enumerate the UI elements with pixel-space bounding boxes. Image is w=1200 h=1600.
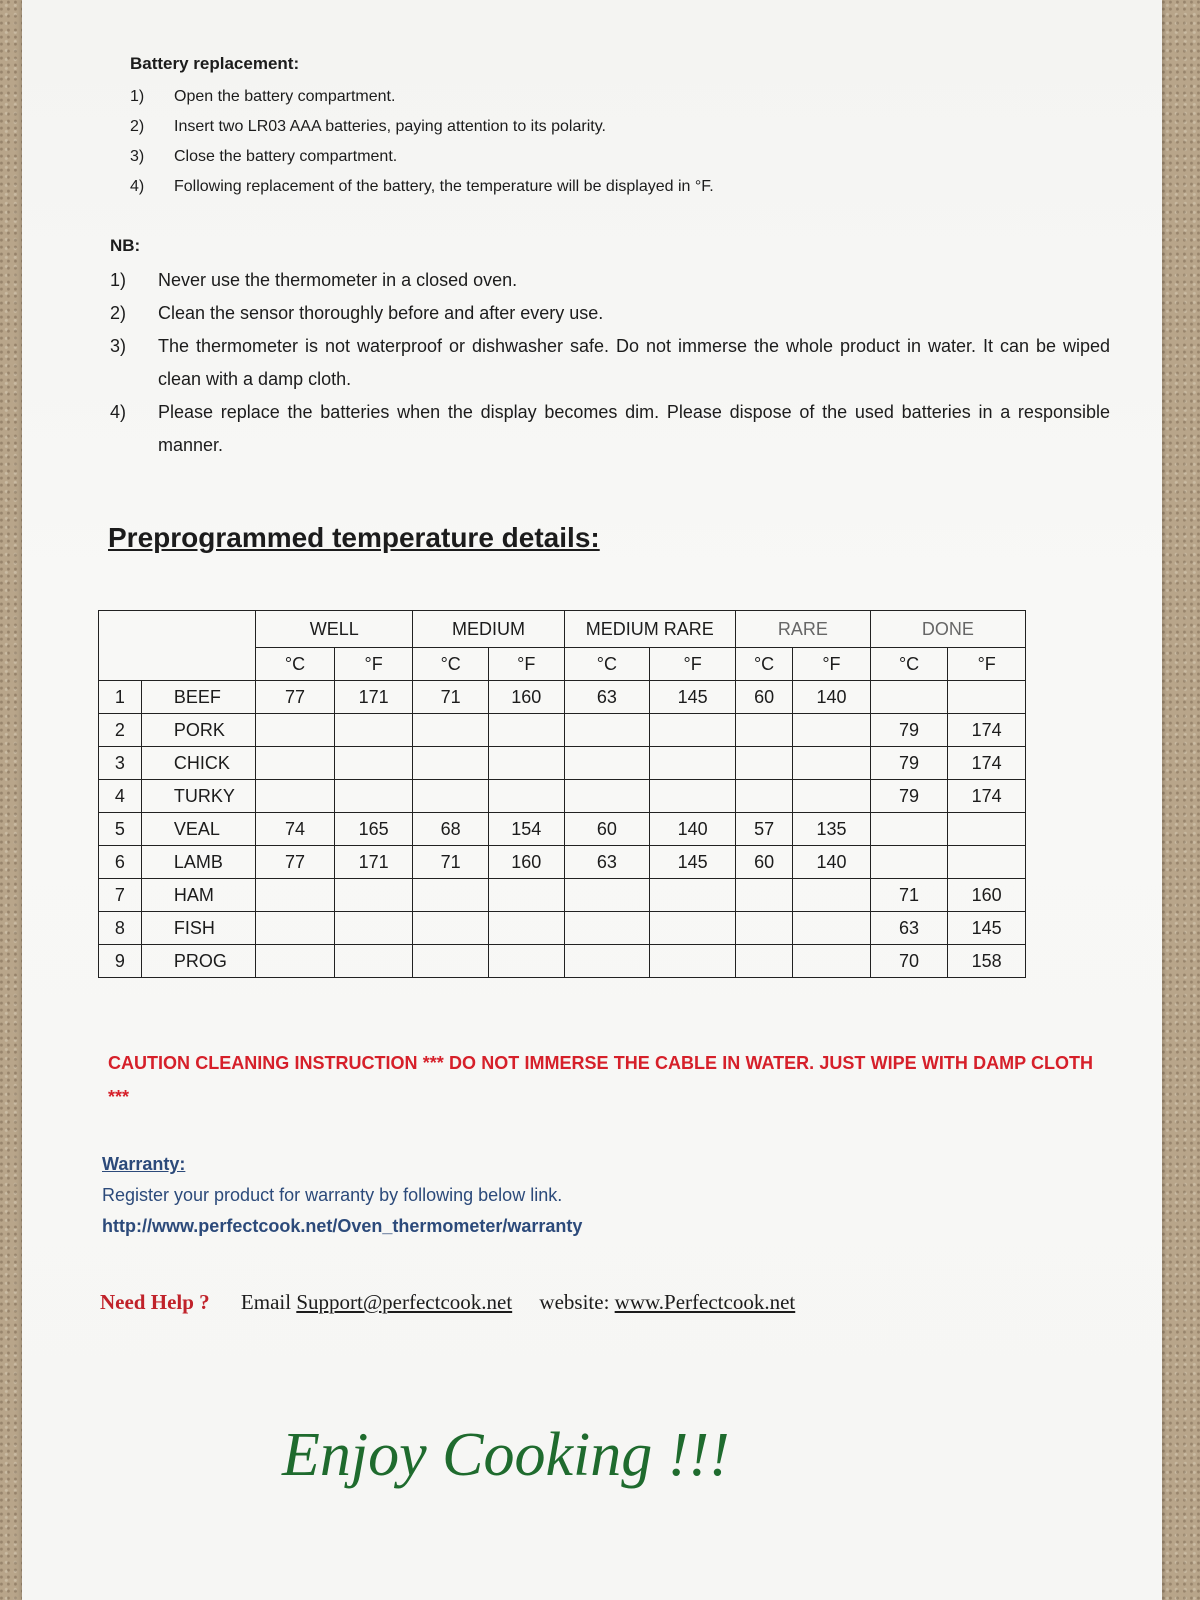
temp-cell: 171 bbox=[334, 846, 413, 879]
table-row bbox=[99, 681, 1026, 714]
temp-cell: 70 bbox=[870, 945, 948, 978]
temp-cell bbox=[650, 780, 736, 813]
temp-cell bbox=[413, 879, 489, 912]
meat-name: BEEF bbox=[141, 681, 255, 714]
row-number: 7 bbox=[99, 879, 142, 912]
caution-text: CAUTION CLEANING INSTRUCTION *** DO NOT IMMERSE THE CABLE IN WATER. JUST WIPE WITH DAMP CLOTH *** bbox=[108, 1053, 1093, 1107]
temp-cell bbox=[793, 879, 871, 912]
temp-cell bbox=[256, 912, 335, 945]
temp-cell: 71 bbox=[413, 846, 489, 879]
temp-cell bbox=[564, 945, 650, 978]
temp-cell: 57 bbox=[736, 813, 793, 846]
temp-cell bbox=[334, 912, 413, 945]
temp-cell bbox=[564, 879, 650, 912]
list-item bbox=[130, 142, 890, 172]
list-item bbox=[130, 82, 890, 112]
temp-cell: 174 bbox=[948, 747, 1026, 780]
temp-cell bbox=[870, 813, 948, 846]
temp-cell bbox=[650, 879, 736, 912]
temp-cell: 63 bbox=[564, 846, 650, 879]
temp-cell: 140 bbox=[793, 846, 871, 879]
meat-name: HAM bbox=[141, 879, 255, 912]
need-help-label: Need Help ? bbox=[100, 1290, 210, 1314]
unit-header: °C bbox=[413, 648, 489, 681]
temp-cell bbox=[948, 681, 1026, 714]
warranty-section bbox=[102, 1154, 802, 1237]
warranty-link[interactable]: http://www.perfectcook.net/Oven_thermometer/warranty bbox=[102, 1216, 583, 1236]
temp-cell bbox=[256, 945, 335, 978]
list-item bbox=[110, 264, 1110, 297]
nb-section bbox=[110, 236, 1110, 462]
unit-header: °F bbox=[488, 648, 564, 681]
temp-cell: 160 bbox=[488, 846, 564, 879]
step-text: Close the battery compartment. bbox=[174, 148, 398, 165]
temp-cell: 79 bbox=[870, 714, 948, 747]
battery-title: Battery replacement: bbox=[130, 54, 300, 73]
temp-cell bbox=[736, 714, 793, 747]
temp-cell: 140 bbox=[650, 813, 736, 846]
item-number: 3) bbox=[110, 336, 127, 356]
warranty-title: Warranty: bbox=[102, 1154, 186, 1174]
row-number: 9 bbox=[99, 945, 142, 978]
row-number: 8 bbox=[99, 912, 142, 945]
temp-cell bbox=[488, 879, 564, 912]
temp-cell: 165 bbox=[334, 813, 413, 846]
temp-cell: 140 bbox=[793, 681, 871, 714]
temp-cell bbox=[793, 714, 871, 747]
unit-header: °F bbox=[793, 648, 871, 681]
temp-cell bbox=[413, 714, 489, 747]
table-row bbox=[99, 912, 1026, 945]
item-text: Never use the thermometer in a closed oven. bbox=[158, 270, 518, 290]
meat-name: CHICK bbox=[141, 747, 255, 780]
group-header: DONE bbox=[870, 611, 1025, 648]
temp-cell: 174 bbox=[948, 780, 1026, 813]
temp-cell: 77 bbox=[256, 846, 335, 879]
step-number: 1) bbox=[130, 88, 145, 105]
temp-cell bbox=[488, 945, 564, 978]
row-number: 3 bbox=[99, 747, 142, 780]
temp-cell: 71 bbox=[870, 879, 948, 912]
temp-cell bbox=[488, 780, 564, 813]
temp-cell: 68 bbox=[413, 813, 489, 846]
temp-cell: 71 bbox=[413, 681, 489, 714]
temp-cell bbox=[488, 714, 564, 747]
temp-cell bbox=[334, 714, 413, 747]
temp-cell bbox=[793, 912, 871, 945]
temp-cell: 145 bbox=[948, 912, 1026, 945]
temp-cell: 154 bbox=[488, 813, 564, 846]
temp-cell bbox=[948, 813, 1026, 846]
temp-cell: 145 bbox=[650, 681, 736, 714]
group-header: RARE bbox=[736, 611, 871, 648]
temp-cell bbox=[650, 945, 736, 978]
temp-cell: 135 bbox=[793, 813, 871, 846]
temp-cell bbox=[334, 747, 413, 780]
group-header: MEDIUM RARE bbox=[564, 611, 736, 648]
temp-cell bbox=[413, 747, 489, 780]
meat-name: TURKY bbox=[141, 780, 255, 813]
temp-cell bbox=[564, 780, 650, 813]
unit-header: °C bbox=[870, 648, 948, 681]
step-number: 4) bbox=[130, 178, 145, 195]
nb-title: NB: bbox=[110, 236, 141, 255]
temp-cell bbox=[650, 714, 736, 747]
temp-cell bbox=[413, 912, 489, 945]
table-row bbox=[99, 945, 1026, 978]
temp-cell: 79 bbox=[870, 747, 948, 780]
row-number: 6 bbox=[99, 846, 142, 879]
temp-cell bbox=[793, 747, 871, 780]
temp-cell: 60 bbox=[736, 681, 793, 714]
row-number: 5 bbox=[99, 813, 142, 846]
step-text: Open the battery compartment. bbox=[174, 88, 396, 105]
temp-cell bbox=[870, 846, 948, 879]
temp-cell bbox=[488, 912, 564, 945]
temp-cell: 60 bbox=[564, 813, 650, 846]
unit-header: °C bbox=[736, 648, 793, 681]
enjoy-cooking-text: Enjoy Cooking !!! bbox=[282, 1421, 730, 1489]
temp-cell bbox=[650, 912, 736, 945]
unit-header: °F bbox=[650, 648, 736, 681]
item-text: Please replace the batteries when the display becomes dim. Please dispose of the used batteries in a responsible manner. bbox=[158, 402, 1110, 455]
temp-cell bbox=[564, 714, 650, 747]
temp-cell bbox=[488, 747, 564, 780]
temp-cell bbox=[564, 747, 650, 780]
group-header-row bbox=[99, 611, 1026, 648]
table-row bbox=[99, 714, 1026, 747]
item-text: Clean the sensor thoroughly before and after every use. bbox=[158, 303, 604, 323]
temp-cell bbox=[413, 945, 489, 978]
item-number: 1) bbox=[110, 270, 127, 290]
row-number: 4 bbox=[99, 780, 142, 813]
unit-header: °F bbox=[334, 648, 413, 681]
temp-cell bbox=[334, 879, 413, 912]
temp-cell bbox=[736, 945, 793, 978]
unit-header: °C bbox=[564, 648, 650, 681]
step-text: Insert two LR03 AAA batteries, paying attention to its polarity. bbox=[174, 118, 606, 135]
email-label: Email bbox=[240, 1290, 292, 1314]
group-header: MEDIUM bbox=[413, 611, 564, 648]
temp-cell bbox=[650, 747, 736, 780]
table-row bbox=[99, 747, 1026, 780]
website-label: website: bbox=[539, 1290, 610, 1314]
temp-cell bbox=[564, 912, 650, 945]
temp-cell: 160 bbox=[488, 681, 564, 714]
list-item bbox=[110, 330, 1110, 396]
list-item bbox=[110, 396, 1110, 462]
group-header: WELL bbox=[256, 611, 413, 648]
temp-cell: 158 bbox=[948, 945, 1026, 978]
list-item bbox=[110, 297, 1110, 330]
list-item bbox=[130, 112, 890, 142]
battery-section bbox=[130, 54, 890, 202]
temp-cell: 160 bbox=[948, 879, 1026, 912]
temp-cell: 60 bbox=[736, 846, 793, 879]
temp-cell: 145 bbox=[650, 846, 736, 879]
table-row bbox=[99, 846, 1026, 879]
temp-cell bbox=[413, 780, 489, 813]
meat-name: FISH bbox=[141, 912, 255, 945]
table-row bbox=[99, 813, 1026, 846]
temp-cell: 63 bbox=[870, 912, 948, 945]
temp-cell bbox=[736, 747, 793, 780]
table-row bbox=[99, 879, 1026, 912]
temp-cell: 63 bbox=[564, 681, 650, 714]
temp-cell: 74 bbox=[256, 813, 335, 846]
table-row bbox=[99, 780, 1026, 813]
temp-cell bbox=[334, 945, 413, 978]
row-number: 1 bbox=[99, 681, 142, 714]
item-number: 4) bbox=[110, 402, 127, 422]
preprogrammed-title: Preprogrammed temperature details: bbox=[108, 522, 600, 553]
support-email-link[interactable]: Support@perfectcook.net bbox=[296, 1290, 513, 1314]
temp-cell bbox=[736, 879, 793, 912]
help-line bbox=[100, 1290, 795, 1315]
temp-cell: 77 bbox=[256, 681, 335, 714]
item-text: The thermometer is not waterproof or dishwasher safe. Do not immerse the whole product in water. It can be wiped clean with a damp cloth. bbox=[158, 336, 1110, 389]
step-number: 2) bbox=[130, 118, 145, 135]
list-item bbox=[130, 172, 890, 202]
temp-cell bbox=[256, 714, 335, 747]
temp-cell bbox=[793, 780, 871, 813]
meat-name: VEAL bbox=[141, 813, 255, 846]
temp-cell bbox=[736, 912, 793, 945]
corner-cell bbox=[99, 611, 256, 681]
temp-cell bbox=[736, 780, 793, 813]
row-number: 2 bbox=[99, 714, 142, 747]
warranty-text: Register your product for warranty by following below link. bbox=[102, 1185, 563, 1205]
step-text: Following replacement of the battery, the temperature will be displayed in °F. bbox=[174, 178, 714, 195]
meat-name: PORK bbox=[141, 714, 255, 747]
temp-cell bbox=[256, 747, 335, 780]
table-body bbox=[99, 681, 1026, 978]
temp-cell bbox=[870, 681, 948, 714]
meat-name: LAMB bbox=[141, 846, 255, 879]
item-number: 2) bbox=[110, 303, 127, 323]
temp-cell bbox=[793, 945, 871, 978]
nb-list bbox=[110, 264, 1110, 462]
website-link[interactable]: www.Perfectcook.net bbox=[614, 1290, 796, 1314]
battery-steps bbox=[130, 82, 890, 202]
temp-cell bbox=[948, 846, 1026, 879]
temp-cell bbox=[334, 780, 413, 813]
instruction-sheet bbox=[22, 0, 1162, 1600]
temp-cell bbox=[256, 879, 335, 912]
temp-cell: 174 bbox=[948, 714, 1026, 747]
temperature-table bbox=[98, 610, 1026, 978]
step-number: 3) bbox=[130, 148, 145, 165]
meat-name: PROG bbox=[141, 945, 255, 978]
unit-header: °F bbox=[948, 648, 1026, 681]
temp-cell bbox=[256, 780, 335, 813]
temp-cell: 79 bbox=[870, 780, 948, 813]
temp-cell: 171 bbox=[334, 681, 413, 714]
unit-header: °C bbox=[256, 648, 335, 681]
